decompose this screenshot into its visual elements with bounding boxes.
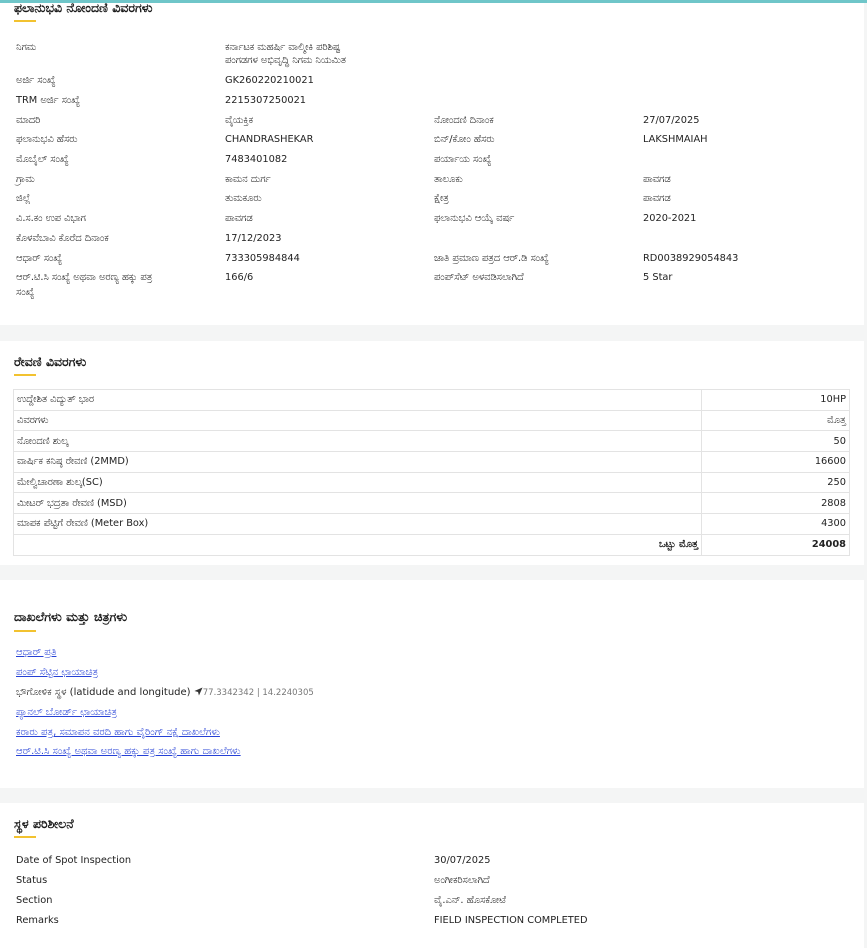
fee-value: ಮೊತ್ತ	[702, 410, 850, 431]
spot-inspection-card	[0, 803, 864, 948]
inspection-remarks-value: FIELD INSPECTION COMPLETED	[434, 915, 588, 926]
constituency-value: ಪಾವಗಡ	[643, 193, 671, 204]
selection-year-value: 2020-2021	[643, 213, 697, 224]
fee-table	[13, 389, 850, 556]
taluk-label: ತಾಲೂಕು	[434, 174, 463, 185]
district-label: ಜಿಲ್ಲೆ	[16, 193, 31, 204]
mobile-value: 7483401082	[225, 154, 288, 165]
application-no-label: ಅರ್ಜಿ ಸಂಖ್ಯೆ	[16, 75, 56, 86]
title-underline	[14, 630, 36, 632]
fee-label: ನೋಂದಣಿ ಶುಲ್ಕ	[14, 431, 702, 452]
inspection-status-value: ಅಂಗೀಕರಿಸಲಾಗಿದೆ	[434, 875, 490, 886]
pumpset-photo-link[interactable]: ಪಂಪ್ ಸೆಟ್ಟಿನ ಛಾಯಾಚಿತ್ರ	[16, 667, 99, 678]
title-underline	[14, 374, 36, 376]
village-label: ಗ್ರಾಮ	[16, 174, 35, 185]
name-value: CHANDRASHEKAR	[225, 134, 314, 145]
fee-label: ಉದ್ದೇಶಿತ ವಿದ್ಯುತ್ ಭಾರ	[14, 390, 702, 411]
spot-inspection-title: ಸ್ಥಳ ಪರಿಶೀಲನೆ	[14, 816, 74, 831]
documents-card	[0, 580, 864, 788]
model-label: ಮಾದರಿ	[16, 115, 41, 126]
title-underline	[14, 20, 36, 22]
geo-location-row	[16, 687, 314, 698]
documents-title: ದಾಖಲೆಗಳು ಮತ್ತು ಚಿತ್ರಗಳು	[14, 609, 128, 624]
rtc-label-line2: ಸಂಖ್ಯೆ	[16, 287, 35, 298]
trm-no-label: TRM ಅರ್ಜಿ ಸಂಖ್ಯೆ	[16, 95, 81, 106]
pumpset-label: ಪಂಪ್‌ಸೆಟ್ ಅಳವಡಿಸಲಾಗಿದೆ	[434, 272, 524, 283]
selection-year-label: ಫಲಾನುಭವಿ ಆಯ್ಕೆ ವರ್ಷ	[434, 213, 515, 224]
fee-row	[14, 410, 850, 431]
fee-label: ಮಾಪಕ ಪೆಟ್ಟಿಗೆ ರೇವಣಿ (Meter Box)	[14, 514, 702, 535]
inspection-section-value: ವೈ.ಎನ್. ಹೊಸಕೋಟೆ	[434, 895, 506, 906]
model-value: ವೈಯಕ್ತಿಕ	[225, 115, 254, 126]
taluk-value: ಪಾವಗಡ	[643, 174, 671, 185]
constituency-label: ಕ್ಷೇತ್ರ	[434, 193, 449, 204]
aadhaar-value: 733305984844	[225, 253, 300, 264]
fee-value: 4300	[702, 514, 850, 535]
father-value: LAKSHMAIAH	[643, 134, 708, 145]
aadhaar-copy-link[interactable]: ಆಧಾರ್ ಪ್ರತಿ	[16, 647, 57, 658]
subdivision-label: ವಿ.ಸ.ಕಂ ಉಪ ವಿಭಾಗ	[16, 213, 86, 224]
fee-value: 16600	[702, 452, 850, 473]
pumpset-value: 5 Star	[643, 272, 673, 283]
fee-total-value: 24008	[702, 534, 850, 555]
caste-cert-label: ಜಾತಿ ಪ್ರಮಾಣ ಪತ್ರದ ಆರ್.ಡಿ ಸಂಖ್ಯೆ	[434, 253, 549, 264]
agreement-documents-link[interactable]: ಕರಾರು ಪತ್ರ, ಸಮಾಪನ ವರದಿ ಹಾಗು ವೈರಿಂಗ್ ನಕ್ಷೆ ದಾಖಲೆಗಳು	[16, 727, 220, 738]
fee-label: ಮೀಟರ್ ಭದ್ರತಾ ರೇವಣಿ (MSD)	[14, 493, 702, 514]
reg-date-value: 27/07/2025	[643, 115, 700, 126]
borewell-date-label: ಕೊಳವೆಬಾವಿ ಕೊರೆದ ದಿನಾಂಕ	[16, 233, 109, 244]
aadhaar-label: ಆಧಾರ್ ಸಂಖ್ಯೆ	[16, 253, 63, 264]
corporation-value-line2: ಪಂಗಡಗಳ ಅಭಿವೃದ್ಧಿ ನಿಗಮ ನಿಯಮಿತ	[225, 55, 346, 66]
beneficiary-details-title: ಫಲಾನುಭವಿ ನೋಂದಣಿ ವಿವರಗಳು	[14, 0, 153, 15]
title-underline	[14, 836, 36, 838]
panel-board-photo-link[interactable]: ಪ್ಯಾನಲ್ ಬೋರ್ಡ್ ಛಾಯಾಚಿತ್ರ	[16, 707, 117, 718]
fee-total-label: ಒಟ್ಟು ಮೊತ್ತ	[14, 534, 702, 555]
inspection-status-label: Status	[16, 875, 48, 886]
geo-coordinates: 77.3342342 | 14.2240305	[202, 688, 314, 698]
fee-total-row	[14, 534, 850, 555]
fee-details-card	[0, 341, 864, 565]
inspection-date-value: 30/07/2025	[434, 855, 491, 866]
borewell-date-value: 17/12/2023	[225, 233, 282, 244]
district-value: ತುಮಕೂರು	[225, 193, 262, 204]
reg-date-label: ನೋಂದಣಿ ದಿನಾಂಕ	[434, 115, 494, 126]
rtc-label-line1: ಆರ್.ಟಿ.ಸಿ ಸಂಖ್ಯೆ ಅಥವಾ ಅರಣ್ಯ ಹಕ್ಕು ಪತ್ರ	[16, 272, 153, 283]
fee-row	[14, 514, 850, 535]
fee-value: 10HP	[702, 390, 850, 411]
geo-location-label: ಭೌಗೋಳಿಕ ಸ್ಥಳ (latidude and longitude)	[16, 687, 191, 698]
inspection-remarks-label: Remarks	[16, 915, 59, 926]
fee-row	[14, 390, 850, 411]
name-label: ಫಲಾನುಭವಿ ಹೆಸರು	[16, 134, 78, 145]
fee-value: 2808	[702, 493, 850, 514]
location-arrow-icon[interactable]	[194, 687, 203, 696]
fee-value: 250	[702, 472, 850, 493]
rtc-value: 166/6	[225, 272, 254, 283]
beneficiary-details-card	[0, 0, 864, 325]
application-no-value: GK260220210021	[225, 75, 314, 86]
fee-label: ವಾರ್ಷಿಕ ಕನಿಷ್ಠ ರೇವಣಿ (2MMD)	[14, 452, 702, 473]
trm-no-value: 2215307250021	[225, 95, 307, 106]
father-label: ಬಿನ್/ಕೋಂ ಹೆಸರು	[434, 134, 495, 145]
corporation-label: ನಿಗಮ	[16, 42, 37, 53]
fee-row	[14, 493, 850, 514]
caste-cert-value: RD0038929054843	[643, 253, 739, 264]
rtc-documents-link[interactable]: ಆರ್.ಟಿ.ಸಿ ಸಂಖ್ಯೆ ಅಥವಾ ಅರಣ್ಯ ಹಕ್ಕು ಪತ್ರ ಸಂಖ್ಯೆ ಹಾಗು ದಾಖಲೆಗಳು	[16, 746, 241, 757]
fee-row	[14, 431, 850, 452]
alt-no-label: ಪರ್ಯಾಯ ಸಂಖ್ಯೆ	[434, 154, 492, 165]
inspection-section-label: Section	[16, 895, 53, 906]
village-value: ಕಾಮನ ದುರ್ಗ	[225, 174, 271, 185]
fee-row	[14, 472, 850, 493]
inspection-date-label: Date of Spot Inspection	[16, 855, 132, 866]
fee-row	[14, 452, 850, 473]
fee-label: ವಿವರಗಳು	[14, 410, 702, 431]
fee-value: 50	[702, 431, 850, 452]
corporation-value-line1: ಕರ್ನಾಟಕ ಮಹರ್ಷಿ ವಾಲ್ಮೀಕಿ ಪರಿಶಿಷ್ಟ	[225, 42, 341, 53]
fee-label: ಮೇಲ್ವಿಚಾರಣಾ ಶುಲ್ಕ(SC)	[14, 472, 702, 493]
mobile-label: ಮೊಬೈಲ್ ಸಂಖ್ಯೆ	[16, 154, 69, 165]
fee-details-title: ರೇವಣಿ ವಿವರಗಳು	[14, 354, 87, 369]
subdivision-value: ಪಾವಗಡ	[225, 213, 253, 224]
